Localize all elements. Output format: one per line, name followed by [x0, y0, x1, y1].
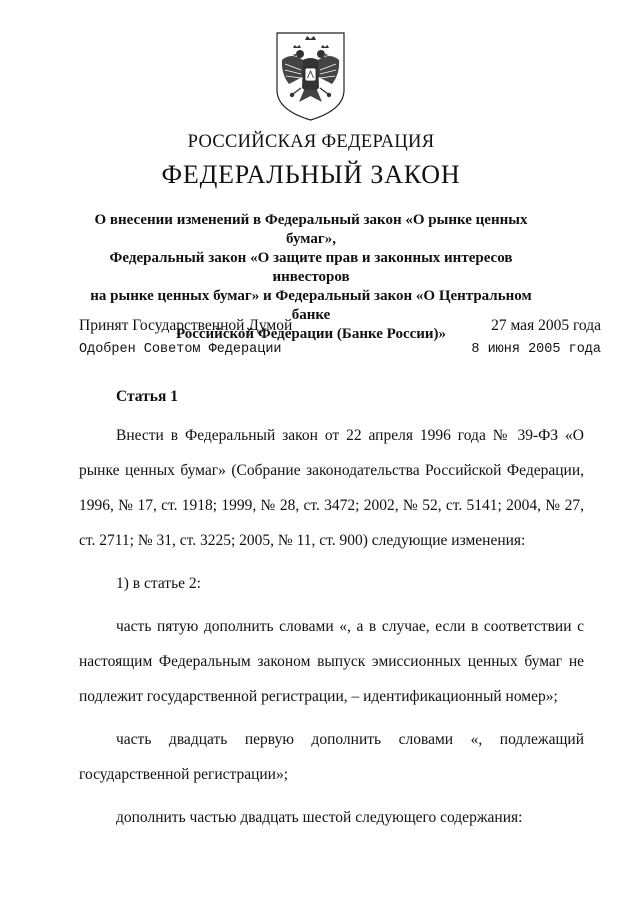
subject-line: на рынке ценных бумаг» и Федеральный закон «О Центральном банке: [90, 288, 532, 323]
subject-line: Российской Федерации (Банке России)»: [175, 326, 447, 342]
document-type-title: ФЕДЕРАЛЬНЫЙ ЗАКОН: [161, 160, 461, 189]
subject-line: Федеральный закон «О защите прав и законных интересов инвесторов: [109, 250, 513, 285]
article-heading: Статья 1: [116, 388, 178, 405]
article-paragraph: часть пятую дополнить словами «, а в случае, если в соответствии с настоящим Федеральным законом выпуск эмиссионных ценных бумаг не подлежит государственной регистрации, – идентификационный номер»;: [79, 618, 584, 705]
council-approval-date: 8 июня 2005 года: [471, 342, 601, 357]
council-approval-label: Одобрен Советом Федерации: [79, 342, 282, 357]
article-paragraph: Внести в Федеральный закон от 22 апреля 1996 года № 39-ФЗ «О рынке ценных бумаг» (Собрание законодательства Российской Федерации, 1996, № 17, ст. 1918; 1999, № 28, ст. 3472; 2002, № 52, ст. 5141; 2004, № 27, ст. 2711; № 31, ст. 3225; 2005, № 11, ст. 900) следующие изменения:: [79, 427, 584, 549]
article-paragraph: 1) в статье 2:: [116, 575, 201, 592]
article-paragraph: часть двадцать первую дополнить словами «, подлежащий государственной регистрации»;: [79, 731, 584, 783]
coat-of-arms-icon: [273, 30, 348, 123]
article-body: [79, 418, 584, 843]
country-name: РОССИЙСКАЯ ФЕДЕРАЦИЯ: [187, 132, 435, 152]
duma-adoption-label: Принят Государственной Думой: [79, 317, 293, 334]
article-paragraph: дополнить частью двадцать шестой следующего содержания:: [116, 809, 523, 826]
subject-line: О внесении изменений в Федеральный закон «О рынке ценных бумаг»,: [94, 212, 528, 247]
duma-adoption-date: 27 мая 2005 года: [491, 317, 601, 334]
